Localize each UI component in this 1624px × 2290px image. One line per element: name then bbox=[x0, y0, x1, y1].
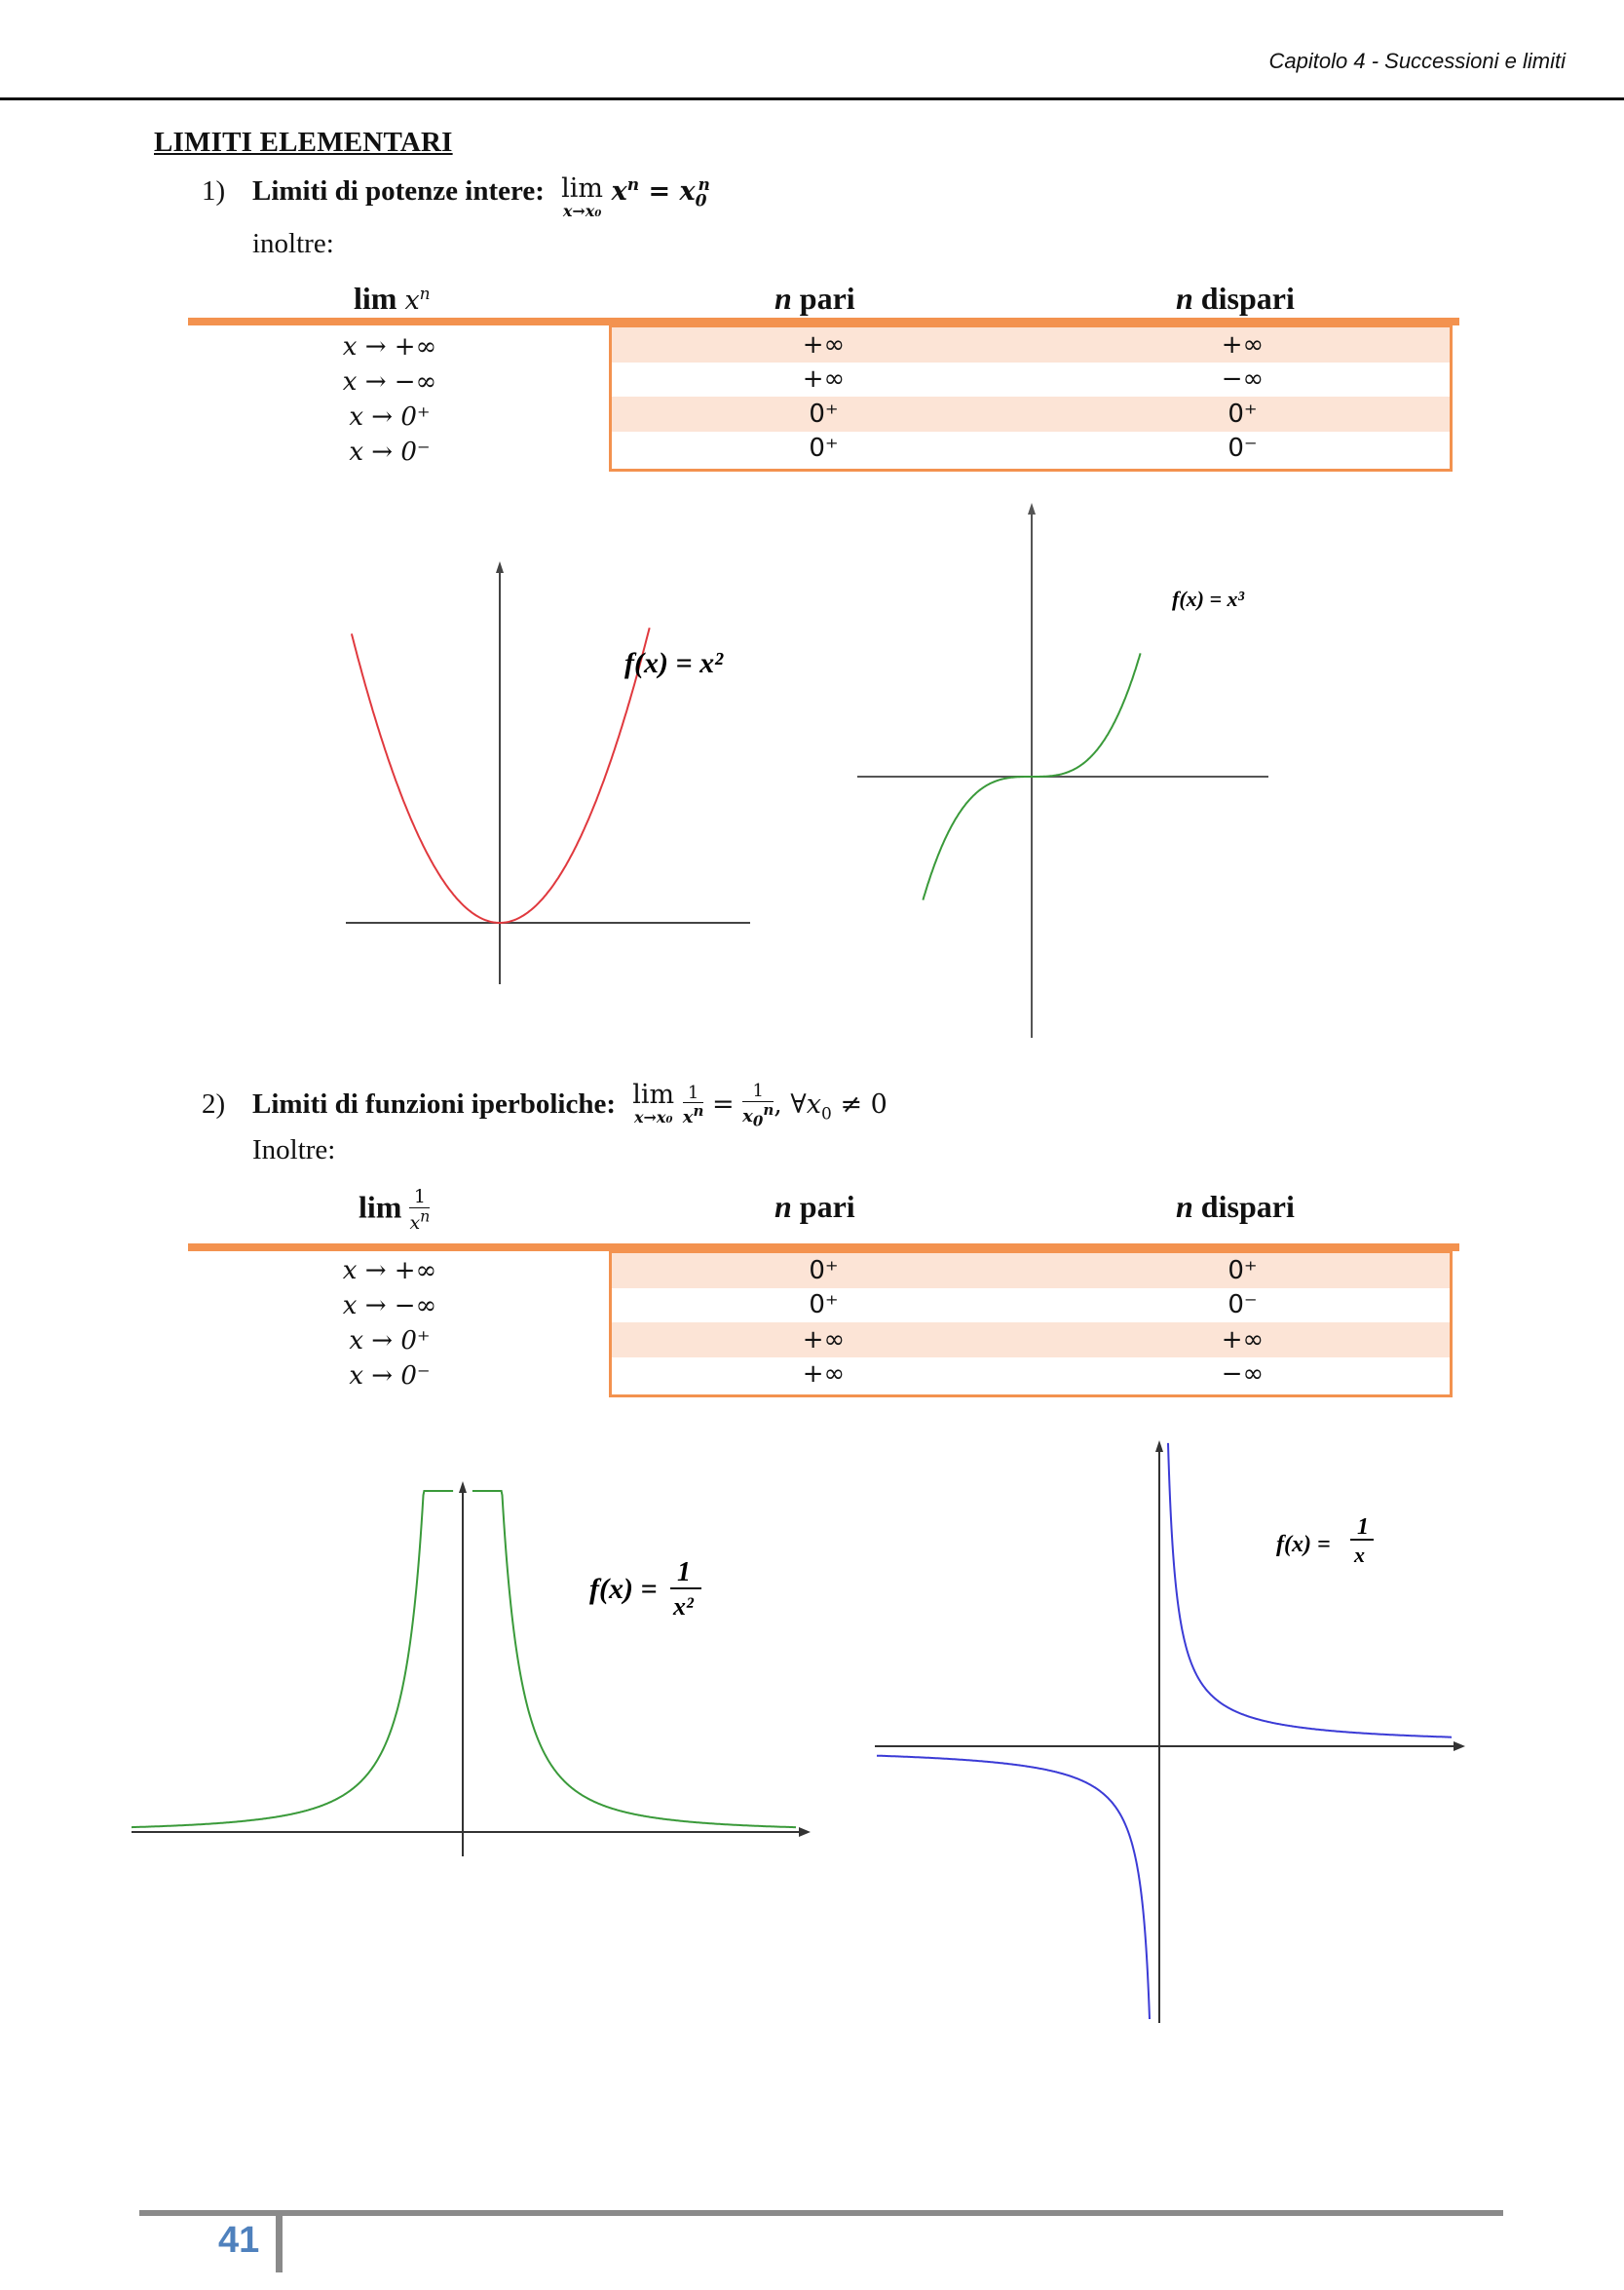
item-2-number: 2) bbox=[202, 1088, 226, 1120]
svg-text:f(x) = 1/x: f(x) = 1/x bbox=[875, 1432, 879, 1433]
table1-row-labels bbox=[292, 329, 487, 470]
table-row: +∞ +∞ bbox=[612, 1322, 1450, 1357]
table1-header-pari: n pari bbox=[774, 281, 855, 316]
svg-text:1: 1 bbox=[1357, 1514, 1369, 1540]
table2-header-pari: n pari bbox=[774, 1189, 855, 1224]
footer-rule bbox=[139, 2210, 1503, 2216]
graph-x-squared-label: f(x) = x² bbox=[624, 647, 724, 679]
graph-inverse-label: f(x) = bbox=[1276, 1532, 1331, 1557]
table1-header-lim: $\lim x^n$ bbox=[354, 281, 431, 316]
table1-row-label: x → +∞ bbox=[342, 332, 437, 362]
item-1-label: Limiti di potenze intere bbox=[252, 175, 536, 207]
table1-box bbox=[609, 324, 1453, 472]
table2-box bbox=[609, 1250, 1453, 1397]
table2-row-label: x → −∞ bbox=[342, 1291, 437, 1320]
table2-header-dispari: n dispari bbox=[1176, 1189, 1295, 1224]
section-title: LIMITI ELEMENTARI bbox=[154, 127, 453, 158]
inverse-curve-neg bbox=[877, 1756, 1150, 2019]
graph-inverse-square-label: f(x) = bbox=[589, 1573, 658, 1605]
graph-x-cubed bbox=[848, 497, 1276, 1043]
table-row: +∞ +∞ bbox=[612, 327, 1450, 363]
graph-inverse bbox=[875, 1432, 1474, 2027]
table2-row-label: x → 0⁺ bbox=[349, 1326, 431, 1355]
svg-text:x²: x² bbox=[673, 1592, 694, 1621]
table-row: 0⁺ 0⁻ bbox=[809, 434, 1258, 464]
graph-x-squared bbox=[336, 546, 765, 994]
table-row: +∞ −∞ bbox=[802, 1359, 1265, 1390]
table2-row-label: x → +∞ bbox=[342, 1256, 437, 1285]
item-1: 1) Limiti di potenze intere: lim x→x₀ $x^n = x_0^n$ bbox=[202, 173, 710, 220]
table-row: 0⁺ 0⁺ bbox=[612, 1253, 1450, 1288]
page-number: 41 bbox=[218, 2220, 260, 2261]
table2-row-labels bbox=[292, 1253, 487, 1393]
table1-row-label: x → 0⁺ bbox=[349, 402, 431, 432]
chapter-header: Capitolo 4 - Successioni e limiti bbox=[1268, 49, 1566, 73]
svg-text:1: 1 bbox=[677, 1557, 691, 1587]
item-2-after: Inoltre: bbox=[252, 1134, 336, 1165]
table-row: 0⁺ 0⁻ bbox=[809, 1290, 1258, 1320]
table2-header-lim: lim $\frac{1}{x^n}$ bbox=[359, 1186, 431, 1235]
table2-row-label: x → 0⁻ bbox=[349, 1361, 431, 1391]
table1-header-dispari: n dispari bbox=[1176, 281, 1295, 316]
graph-inverse-square bbox=[132, 1471, 813, 1861]
item-1-number: 1) bbox=[202, 175, 226, 207]
inverse-curve-pos bbox=[1168, 1443, 1452, 1737]
graph-x-cubed-label: f(x) = x³ bbox=[1172, 587, 1245, 611]
svg-text:x: x bbox=[1354, 1543, 1365, 1567]
header-rule bbox=[0, 97, 1624, 100]
svg-text:f(x) = 1/x²: f(x) = 1/x² bbox=[132, 1471, 136, 1472]
item-1-after: inoltre: bbox=[252, 228, 334, 259]
item-1-limit: lim x→x₀ bbox=[561, 173, 604, 220]
item-2-label: Limiti di funzioni iperboliche bbox=[252, 1088, 607, 1120]
table1-row-label: x → 0⁻ bbox=[349, 438, 431, 467]
table1-row-label: x → −∞ bbox=[342, 367, 437, 397]
item-2: 2) Limiti di funzioni iperboliche: lim x→x₀ $\frac{1}{x^n}$ = $\frac{1}{x_0^n}$, $\forall x_0 \ne 0$ bbox=[202, 1080, 888, 1130]
table-row: +∞ −∞ bbox=[802, 364, 1265, 395]
footer-bar bbox=[276, 2212, 283, 2272]
item-2-formula: lim x→x₀ $\frac{1}{x^n}$ = $\frac{1}{x_0^n}$, $\forall x_0 \ne 0$ bbox=[632, 1080, 888, 1130]
table-row: 0⁺ 0⁺ bbox=[612, 397, 1450, 432]
